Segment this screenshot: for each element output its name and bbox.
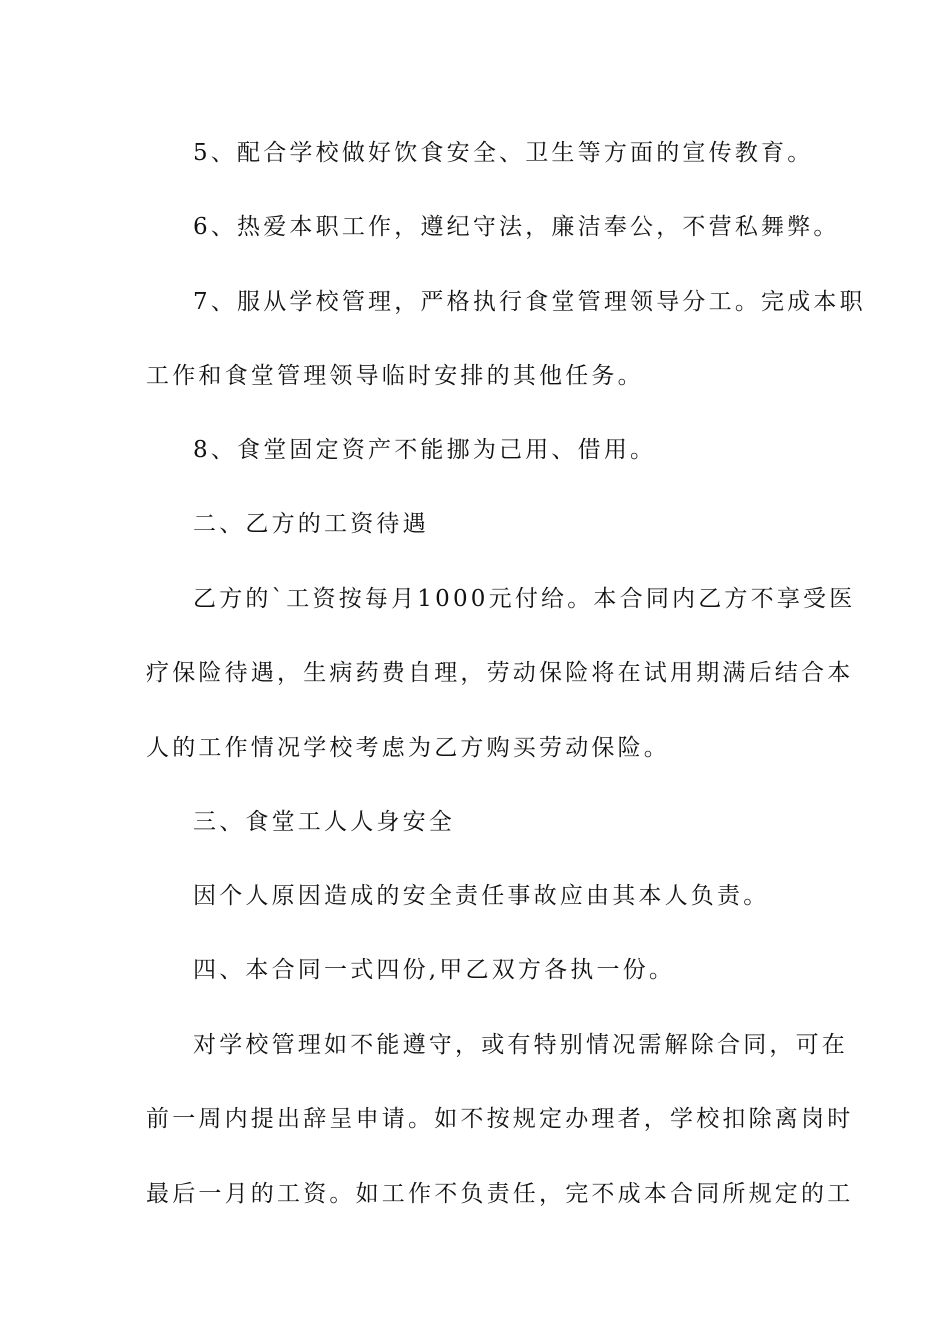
clause-7-line-2: 工作和食堂管理领导临时安排的其他任务。: [146, 363, 644, 389]
wage-paragraph-line-3: 人的工作情况学校考虑为乙方购买劳动保险。: [146, 735, 670, 761]
section-4-heading: 四、本合同一式四份,甲乙双方各执一份。: [193, 957, 676, 983]
clause-5: 5、配合学校做好饮食安全、卫生等方面的宣传教育。: [193, 140, 814, 166]
safety-paragraph: 因个人原因造成的安全责任事故应由其本人负责。: [193, 883, 770, 909]
clause-7-line-1: 7、服从学校管理，严格执行食堂管理领导分工。完成本职: [193, 289, 866, 315]
wage-paragraph-line-1: 乙方的`工资按每月1000元付给。本合同内乙方不享受医: [193, 586, 856, 612]
clause-8: 8、食堂固定资产不能挪为己用、借用。: [193, 437, 657, 463]
wage-paragraph-line-2: 疗保险待遇，生病药费自理，劳动保险将在试用期满后结合本: [146, 660, 854, 686]
clause-6: 6、热爱本职工作，遵纪守法，廉洁奉公，不营私舞弊。: [193, 214, 840, 240]
section-2-heading: 二、乙方的工资待遇: [193, 511, 429, 537]
section-3-heading: 三、食堂工人人身安全: [193, 809, 455, 835]
termination-paragraph-line-1: 对学校管理如不能遵守，或有特别情况需解除合同，可在: [193, 1032, 848, 1058]
termination-paragraph-line-2: 前一周内提出辞呈申请。如不按规定办理者，学校扣除离岗时: [146, 1106, 854, 1132]
termination-paragraph-line-3: 最后一月的工资。如工作不负责任，完不成本合同所规定的工: [146, 1181, 854, 1207]
